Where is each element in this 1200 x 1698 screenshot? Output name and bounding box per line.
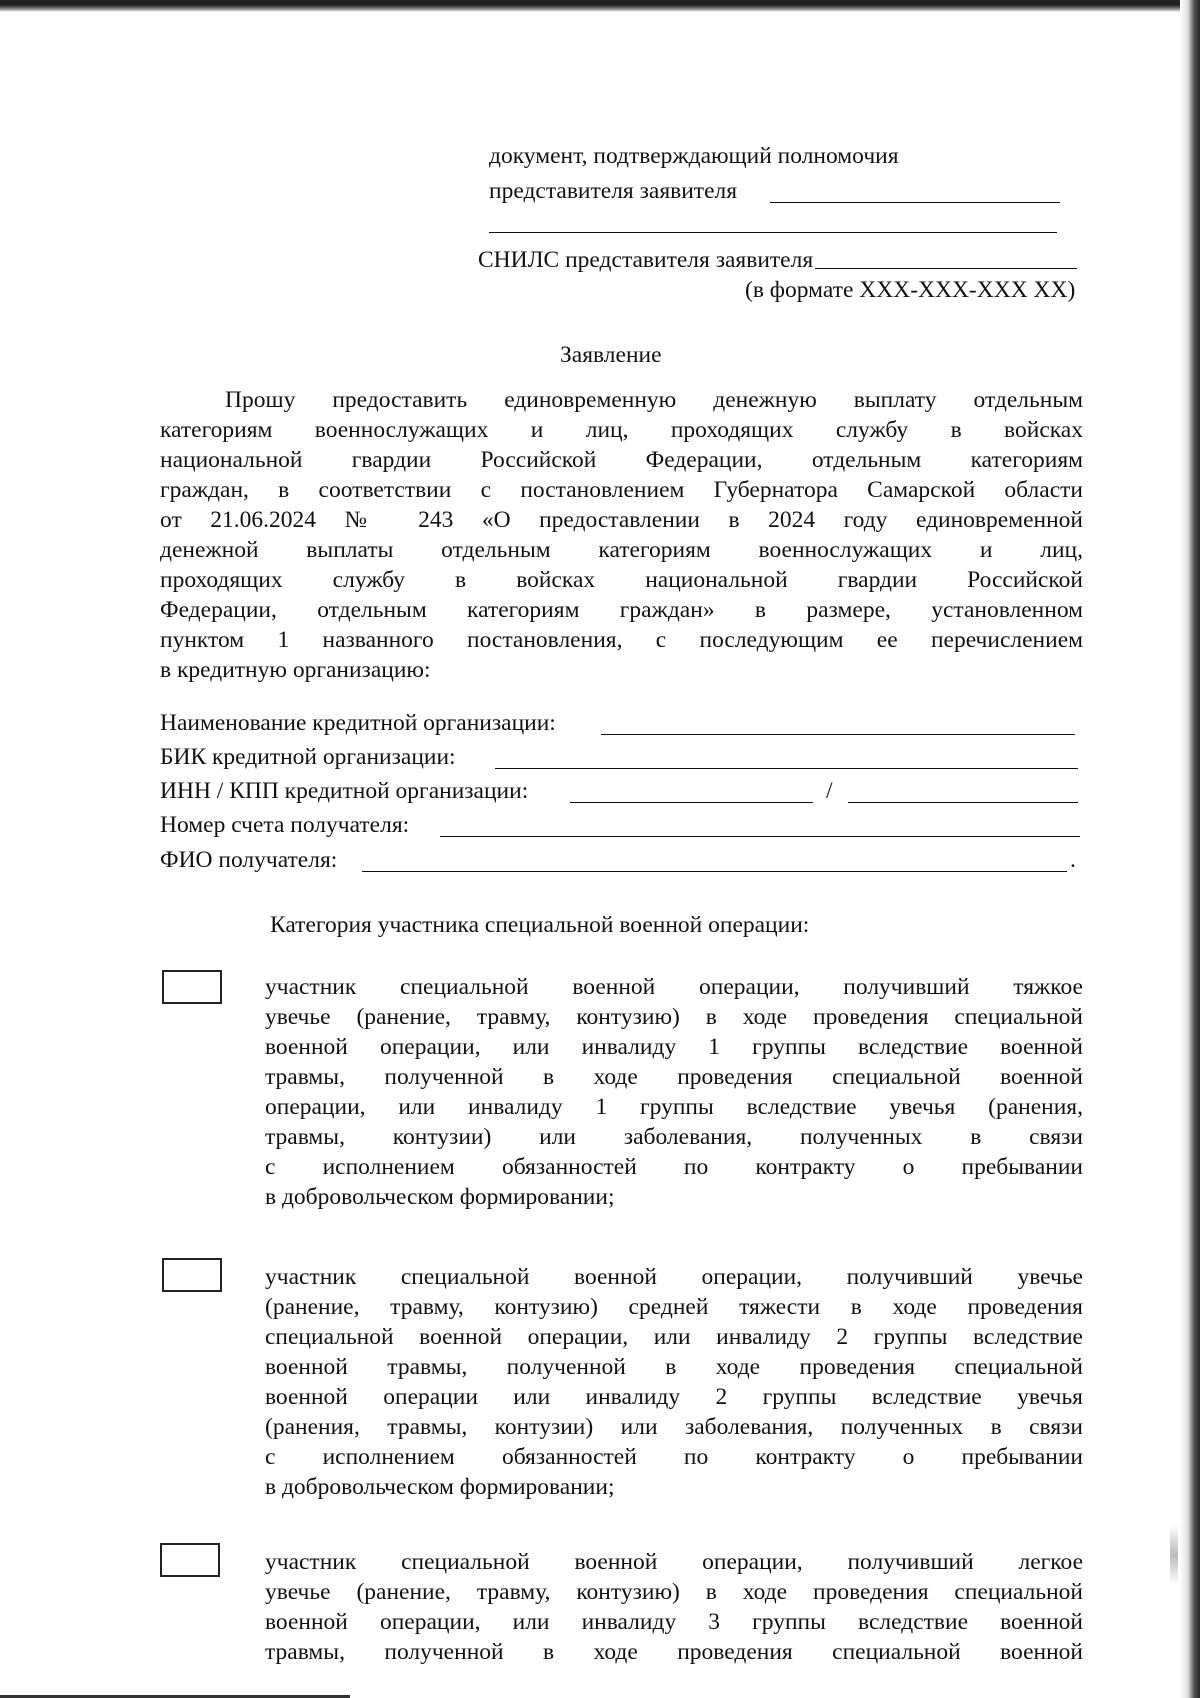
category-line: военной травмы, полученной в ходе проведения специальной	[265, 1354, 1083, 1380]
bik-field[interactable]	[495, 768, 1078, 769]
account-label: Номер счета получателя:	[160, 812, 410, 838]
scan-border-top	[0, 0, 1200, 12]
category-line: в добровольческом формировании;	[265, 1474, 615, 1500]
category-line: военной операции, или инвалиду 3 группы вследствие военной	[265, 1609, 1083, 1635]
paragraph-line: Федерации, отдельным категориям граждан» в размере, установленном	[160, 597, 1083, 623]
representative-doc-field-2[interactable]	[489, 232, 1057, 233]
header-line-authority-doc: документ, подтверждающий полномочия	[489, 143, 899, 169]
category-line: увечье (ранение, травму, контузию) в ходе проведения специальной	[265, 1004, 1083, 1030]
category-line: участник специальной военной операции, получивший тяжкое	[265, 974, 1083, 1000]
bank-name-field[interactable]	[601, 734, 1075, 735]
snils-format-hint: (в формате XXX-XXX-XXX XX)	[745, 277, 1076, 303]
paragraph-line: граждан, в соответствии с постановлением Губернатора Самарской области	[160, 477, 1083, 503]
account-field[interactable]	[440, 836, 1080, 837]
inn-kpp-separator: /	[826, 778, 833, 804]
category-heading: Категория участника специальной военной операции:	[270, 912, 810, 938]
category-line: травмы, полученной в ходе проведения специальной военной	[265, 1639, 1083, 1665]
paragraph-line: от 21.06.2024 № 243 «О предоставлении в 2024 году единовременной	[160, 507, 1083, 533]
category-line: военной операции, или инвалиду 1 группы вследствие военной	[265, 1034, 1083, 1060]
category-3-checkbox[interactable]	[160, 1543, 220, 1577]
category-line: в добровольческом формировании;	[265, 1184, 615, 1210]
category-line: увечье (ранение, травму, контузию) в ходе проведения специальной	[265, 1579, 1083, 1605]
kpp-field[interactable]	[848, 802, 1078, 803]
category-line: специальной военной операции, или инвалиду 2 группы вследствие	[265, 1324, 1083, 1350]
inn-kpp-label: ИНН / КПП кредитной организации:	[160, 778, 529, 804]
category-line: травмы, полученной в ходе проведения специальной военной	[265, 1064, 1083, 1090]
scan-artifact	[1170, 1525, 1178, 1585]
recipient-field[interactable]	[362, 871, 1067, 872]
category-line: (ранение, травму, контузию) средней тяжести в ходе проведения	[265, 1294, 1083, 1320]
category-line: военной операции или инвалиду 2 группы вследствие увечья	[265, 1384, 1083, 1410]
paragraph-line: категориям военнослужащих и лиц, проходящих службу в войсках	[160, 417, 1083, 443]
paragraph-line: пунктом 1 названного постановления, с последующим ее перечислением	[160, 627, 1083, 653]
snils-label: СНИЛС представителя заявителя	[478, 247, 814, 273]
snils-field[interactable]	[815, 268, 1077, 269]
category-line: участник специальной военной операции, получивший увечье	[265, 1264, 1083, 1290]
recipient-end: .	[1070, 847, 1076, 873]
paragraph-line: в кредитную организацию:	[160, 657, 431, 683]
representative-doc-field[interactable]	[770, 202, 1060, 203]
category-line: участник специальной военной операции, получивший легкое	[265, 1549, 1083, 1575]
category-line: с исполнением обязанностей по контракту о пребывании	[265, 1154, 1083, 1180]
category-1-checkbox[interactable]	[162, 970, 222, 1004]
category-2-text	[265, 1262, 1083, 1502]
inn-field[interactable]	[570, 802, 813, 803]
paragraph-line: денежной выплаты отдельным категориям военнослужащих и лиц,	[160, 537, 1083, 563]
bank-name-label: Наименование кредитной организации:	[160, 710, 556, 736]
category-line: операции, или инвалиду 1 группы вследствие увечья (ранения,	[265, 1094, 1083, 1120]
paragraph-line: национальной гвардии Российской Федерации, отдельным категориям	[160, 447, 1083, 473]
category-1-text	[265, 972, 1083, 1212]
bik-label: БИК кредитной организации:	[160, 744, 456, 770]
paragraph-line: Прошу предоставить единовременную денежную выплату отдельным	[225, 387, 1083, 413]
category-line: (ранения, травмы, контузии) или заболевания, полученных в связи	[265, 1414, 1083, 1440]
category-3-text	[265, 1547, 1083, 1667]
scan-border-right	[1180, 0, 1200, 1698]
application-paragraph	[160, 385, 1083, 685]
recipient-label: ФИО получателя:	[160, 847, 338, 873]
paragraph-line: проходящих службу в войсках национальной гвардии Российской	[160, 567, 1083, 593]
document-title: Заявление	[560, 342, 662, 368]
category-line: травмы, контузии) или заболевания, полученных в связи	[265, 1124, 1083, 1150]
category-line: с исполнением обязанностей по контракту о пребывании	[265, 1444, 1083, 1470]
header-line-representative: представителя заявителя	[489, 178, 738, 204]
category-2-checkbox[interactable]	[162, 1258, 222, 1292]
